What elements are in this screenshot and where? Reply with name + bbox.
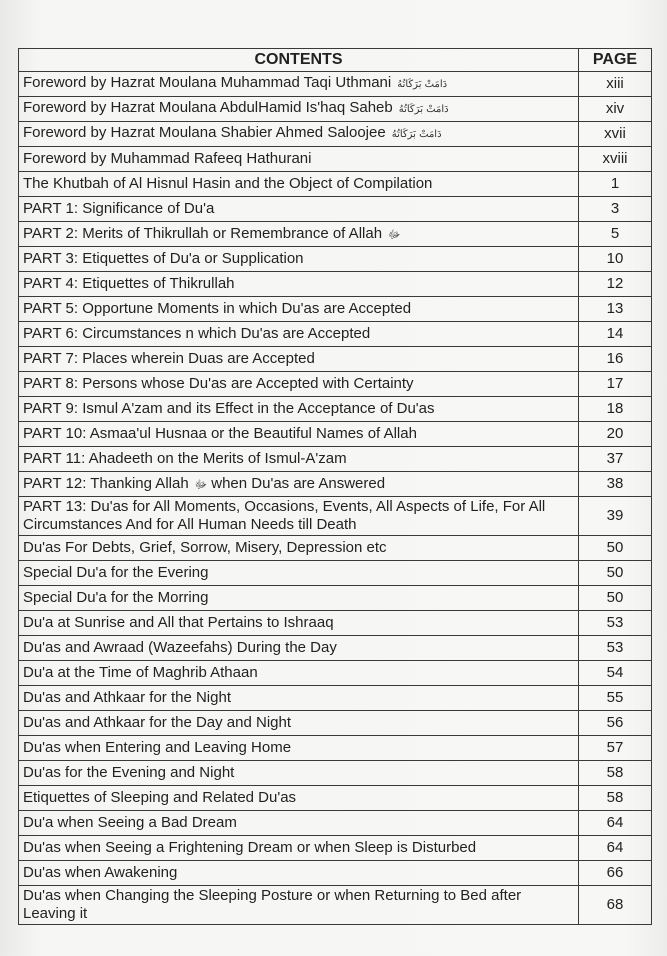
toc-row bbox=[19, 497, 652, 536]
contents-header: CONTENTS bbox=[19, 49, 579, 72]
toc-title: Du'as and Athkaar for the Day and Night bbox=[23, 714, 292, 731]
toc-title-cell bbox=[19, 886, 579, 925]
toc-title-cell bbox=[19, 247, 579, 272]
toc-row bbox=[19, 561, 652, 586]
toc-title-continued: when Du'as are Answered bbox=[207, 474, 386, 492]
toc-title: Foreword by Hazrat Moulana Shabier Ahmed Saloojee bbox=[23, 124, 386, 141]
toc-row bbox=[19, 736, 652, 761]
header-row bbox=[19, 49, 652, 72]
toc-title-cell bbox=[19, 711, 579, 736]
toc-title-cell bbox=[19, 222, 579, 247]
toc-row bbox=[19, 761, 652, 786]
toc-page-number: 57 bbox=[579, 736, 652, 761]
toc-page-number: xviii bbox=[579, 147, 652, 172]
toc-row bbox=[19, 97, 652, 122]
toc-row bbox=[19, 536, 652, 561]
toc-row bbox=[19, 172, 652, 197]
toc-page-number: 56 bbox=[579, 711, 652, 736]
toc-page-number: 13 bbox=[579, 297, 652, 322]
toc-title-cell bbox=[19, 172, 579, 197]
toc-page-number: 37 bbox=[579, 447, 652, 472]
toc-row bbox=[19, 447, 652, 472]
toc-page-number: 54 bbox=[579, 661, 652, 686]
toc-title: Du'a at the Time of Maghrib Athaan bbox=[23, 664, 258, 681]
toc-title: Du'as when Awakening bbox=[23, 864, 178, 881]
toc-title: Du'as when Seeing a Frightening Dream or when Sleep is Disturbed bbox=[23, 839, 477, 856]
toc-title: Du'as when Changing the Sleeping Posture or when Returning to Bed after Leaving it bbox=[23, 887, 522, 922]
toc-row bbox=[19, 372, 652, 397]
toc-title: Du'as and Awraad (Wazeefahs) During the Day bbox=[23, 639, 337, 656]
toc-page-number: 50 bbox=[579, 586, 652, 611]
toc-title-cell bbox=[19, 422, 579, 447]
toc-title-cell bbox=[19, 272, 579, 297]
toc-row bbox=[19, 397, 652, 422]
toc-row bbox=[19, 147, 652, 172]
toc-title: PART 5: Opportune Moments in which Du'as are Accepted bbox=[23, 300, 412, 317]
contents-table bbox=[18, 48, 652, 925]
toc-page-number: 3 bbox=[579, 197, 652, 222]
toc-title-cell bbox=[19, 97, 579, 122]
toc-title-cell bbox=[19, 472, 579, 497]
toc-row bbox=[19, 636, 652, 661]
toc-page-number: 1 bbox=[579, 172, 652, 197]
toc-page-number: xvii bbox=[579, 122, 652, 147]
toc-page-number: 39 bbox=[579, 497, 652, 536]
toc-row bbox=[19, 786, 652, 811]
toc-page-number: 12 bbox=[579, 272, 652, 297]
toc-row bbox=[19, 247, 652, 272]
toc-title-cell bbox=[19, 636, 579, 661]
toc-title-cell bbox=[19, 861, 579, 886]
toc-title: PART 11: Ahadeeth on the Merits of Ismul-A'zam bbox=[23, 450, 347, 467]
toc-title-cell bbox=[19, 322, 579, 347]
contents-body bbox=[19, 72, 652, 925]
toc-title: Du'a when Seeing a Bad Dream bbox=[23, 814, 237, 831]
toc-page-number: 66 bbox=[579, 861, 652, 886]
toc-title: PART 2: Merits of Thikrullah or Remembrance of Allah bbox=[23, 224, 383, 242]
toc-page-number: 50 bbox=[579, 561, 652, 586]
toc-title: The Khutbah of Al Hisnul Hasin and the Object of Compilation bbox=[23, 175, 433, 192]
toc-title-cell bbox=[19, 836, 579, 861]
toc-title-cell bbox=[19, 736, 579, 761]
toc-page-number: 53 bbox=[579, 611, 652, 636]
toc-page-number: xiii bbox=[579, 72, 652, 97]
toc-title-cell bbox=[19, 347, 579, 372]
toc-page-number: 5 bbox=[579, 222, 652, 247]
toc-row bbox=[19, 686, 652, 711]
toc-row bbox=[19, 886, 652, 925]
toc-title: Foreword by Hazrat Moulana AbdulHamid Is'haq Saheb bbox=[23, 99, 393, 116]
toc-title-cell bbox=[19, 397, 579, 422]
toc-title: Special Du'a for the Evering bbox=[23, 564, 209, 581]
toc-row bbox=[19, 836, 652, 861]
toc-title-cell bbox=[19, 297, 579, 322]
toc-page-number: 64 bbox=[579, 836, 652, 861]
toc-title-cell bbox=[19, 561, 579, 586]
toc-row bbox=[19, 611, 652, 636]
toc-title-cell bbox=[19, 786, 579, 811]
toc-row bbox=[19, 586, 652, 611]
toc-page-number: 10 bbox=[579, 247, 652, 272]
toc-title-cell bbox=[19, 372, 579, 397]
toc-row bbox=[19, 222, 652, 247]
toc-title-cell bbox=[19, 122, 579, 147]
toc-title-cell bbox=[19, 447, 579, 472]
toc-page-number: xiv bbox=[579, 97, 652, 122]
honorific-calligraphy: ﷻ bbox=[388, 227, 401, 241]
toc-title: PART 13: Du'as for All Moments, Occasions, Events, All Aspects of Life, For All Circumstances And for All Human Needs till Death bbox=[23, 498, 546, 533]
toc-title-cell bbox=[19, 497, 579, 536]
toc-row bbox=[19, 711, 652, 736]
toc-page-number: 64 bbox=[579, 811, 652, 836]
toc-title: PART 9: Ismul A'zam and its Effect in the Acceptance of Du'as bbox=[23, 400, 435, 417]
toc-title-cell bbox=[19, 761, 579, 786]
toc-row bbox=[19, 347, 652, 372]
toc-page-number: 58 bbox=[579, 786, 652, 811]
toc-page-number: 14 bbox=[579, 322, 652, 347]
toc-title: Foreword by Hazrat Moulana Muhammad Taqi Uthmani bbox=[23, 74, 392, 91]
toc-title-cell bbox=[19, 611, 579, 636]
toc-row bbox=[19, 72, 652, 97]
toc-title: Du'as for the Evening and Night bbox=[23, 764, 235, 781]
toc-title-cell bbox=[19, 586, 579, 611]
toc-page-number: 53 bbox=[579, 636, 652, 661]
toc-page-number: 17 bbox=[579, 372, 652, 397]
honorific-calligraphy: دَامَتْ بَرَكَاتُهُ bbox=[398, 104, 449, 115]
toc-title-cell bbox=[19, 811, 579, 836]
toc-page-number: 68 bbox=[579, 886, 652, 925]
toc-title: PART 3: Etiquettes of Du'a or Supplication bbox=[23, 250, 304, 267]
toc-title-cell bbox=[19, 72, 579, 97]
toc-title: Special Du'a for the Morring bbox=[23, 589, 209, 606]
toc-row bbox=[19, 661, 652, 686]
toc-row bbox=[19, 122, 652, 147]
toc-title-cell bbox=[19, 147, 579, 172]
toc-title: Du'a at Sunrise and All that Pertains to Ishraaq bbox=[23, 614, 334, 631]
toc-title: PART 4: Etiquettes of Thikrullah bbox=[23, 275, 235, 292]
toc-title: PART 6: Circumstances n which Du'as are Accepted bbox=[23, 325, 371, 342]
toc-page-number: 20 bbox=[579, 422, 652, 447]
toc-row bbox=[19, 322, 652, 347]
toc-page-number: 16 bbox=[579, 347, 652, 372]
honorific-calligraphy: دَامَتْ بَرَكَاتُهُ bbox=[397, 79, 448, 90]
toc-row bbox=[19, 297, 652, 322]
honorific-calligraphy: ﷻ bbox=[194, 477, 208, 491]
toc-title: Foreword by Muhammad Rafeeq Hathurani bbox=[23, 150, 312, 167]
toc-title-cell bbox=[19, 661, 579, 686]
toc-title-cell bbox=[19, 686, 579, 711]
honorific-calligraphy: دَامَتْ بَرَكَاتُهُ bbox=[391, 129, 442, 140]
toc-row bbox=[19, 197, 652, 222]
toc-page-number: 50 bbox=[579, 536, 652, 561]
toc-title-cell bbox=[19, 197, 579, 222]
toc-page-number: 58 bbox=[579, 761, 652, 786]
toc-page-number: 55 bbox=[579, 686, 652, 711]
toc-title-cell bbox=[19, 536, 579, 561]
toc-title: PART 10: Asmaa'ul Husnaa or the Beautiful Names of Allah bbox=[23, 425, 417, 442]
toc-row bbox=[19, 272, 652, 297]
toc-title: PART 8: Persons whose Du'as are Accepted with Certainty bbox=[23, 375, 414, 392]
toc-title: PART 7: Places wherein Duas are Accepted bbox=[23, 350, 315, 367]
toc-title: Du'as when Entering and Leaving Home bbox=[23, 739, 292, 756]
toc-title: Du'as and Athkaar for the Night bbox=[23, 689, 231, 706]
toc-title: Etiquettes of Sleeping and Related Du'as bbox=[23, 789, 297, 806]
toc-title: PART 12: Thanking Allah bbox=[23, 474, 189, 492]
toc-page-number: 38 bbox=[579, 472, 652, 497]
toc-row bbox=[19, 422, 652, 447]
page-header: PAGE bbox=[579, 49, 652, 72]
toc-title: Du'as For Debts, Grief, Sorrow, Misery, Depression etc bbox=[23, 539, 387, 556]
toc-page-number: 18 bbox=[579, 397, 652, 422]
toc-row bbox=[19, 811, 652, 836]
toc-row bbox=[19, 472, 652, 497]
toc-title: PART 1: Significance of Du'a bbox=[23, 200, 215, 217]
toc-row bbox=[19, 861, 652, 886]
